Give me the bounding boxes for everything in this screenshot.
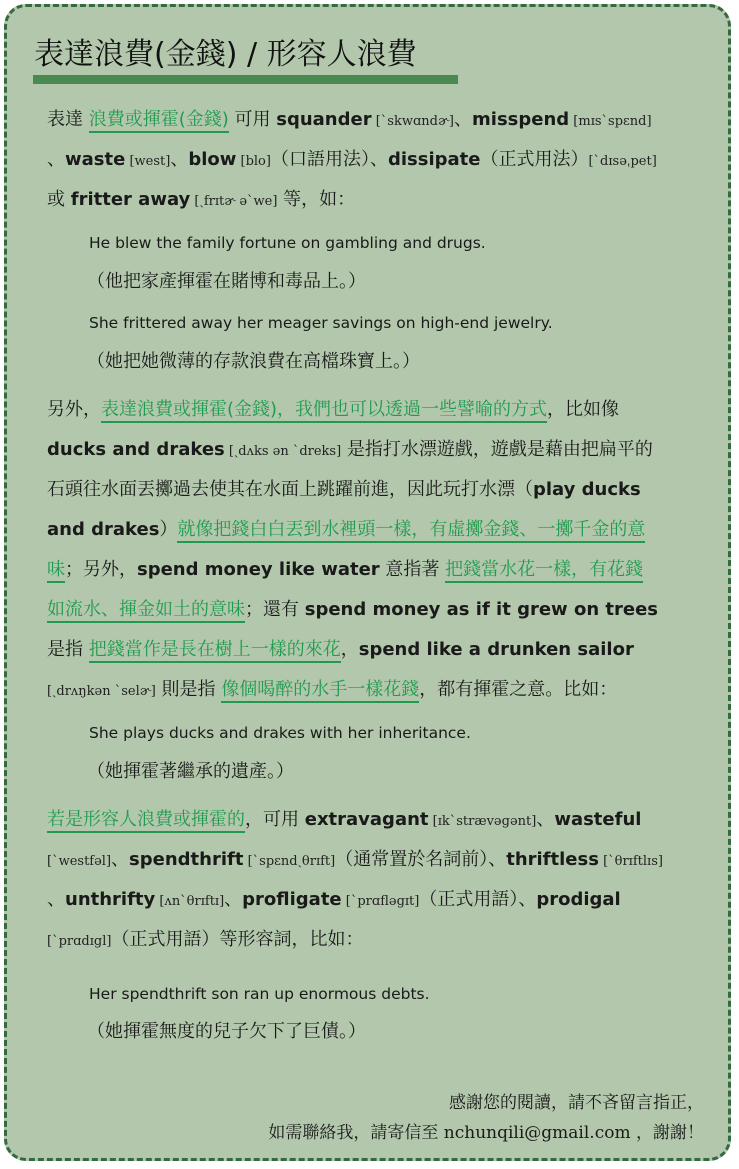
- para1-line3: [47, 187, 355, 215]
- text: 可用: [228, 109, 277, 130]
- text: 等，如：: [277, 189, 356, 210]
- text: （通常置於名詞前）、: [335, 849, 507, 870]
- para2-line4: [47, 517, 645, 543]
- phonetic: [ˋdɪsəˌpet]: [588, 154, 657, 169]
- title-underline-bar: [33, 75, 458, 84]
- term-ducks-and-drakes: ducks and drakes: [47, 439, 225, 460]
- example-translation: （他把家產揮霍在賭博和毒品上。）: [87, 271, 366, 292]
- text: （正式用語）、: [419, 889, 537, 910]
- term-waste: waste: [65, 149, 126, 170]
- example-sentence: He blew the family fortune on gambling and drugs.: [89, 234, 486, 252]
- phonetic: [blo]: [236, 154, 271, 169]
- page-title: 表達浪費(金錢) / 形容人浪費: [34, 37, 417, 72]
- text: ）: [159, 519, 178, 540]
- text: ，比如像: [547, 399, 620, 420]
- term-wasteful: wasteful: [554, 809, 642, 830]
- text: （正式用法）: [480, 149, 589, 170]
- highlight-phrase: 就像把錢白白丟到水裡頭一樣，有虛擲金錢、一擲千金的意: [177, 519, 645, 543]
- text: 、: [111, 849, 130, 870]
- text: 、: [47, 149, 65, 170]
- phonetic: [ˋspɛndˏθrɪft]: [243, 854, 336, 869]
- phonetic: [ˏdʌks ən ˋdreks]: [224, 444, 342, 459]
- para2-line8: [47, 677, 617, 705]
- para3-line1: [47, 807, 641, 835]
- phonetic: [ˋprɑflәgɪt]: [341, 894, 420, 909]
- term-and-drakes: and drakes: [47, 519, 160, 540]
- text: 石頭往水面丟擲過去使其在水面上跳躍前進，因此玩打水漂（: [47, 479, 533, 500]
- text: 是指: [47, 639, 89, 660]
- para2-line1: [47, 397, 619, 423]
- text: 是指打水漂遊戲，遊戲是藉由把扁平的: [341, 439, 653, 460]
- term-fritter-away: fritter away: [70, 189, 191, 210]
- para3-line2: [47, 847, 663, 875]
- para3-line3: [47, 887, 621, 915]
- term-squander: squander: [276, 109, 372, 130]
- text: 另外，: [47, 399, 101, 420]
- para2-line6: [47, 597, 658, 623]
- text: 則是指: [155, 679, 222, 700]
- text: （正式用語）等形容詞，比如：: [111, 929, 364, 950]
- text: 、: [224, 889, 243, 910]
- footer-thanks: 感謝您的閱讀，請不吝留言指正，: [449, 1093, 704, 1113]
- article-card: [4, 4, 731, 1161]
- text: ，都有揮霍之意。比如：: [419, 679, 618, 700]
- term-unthrifty: unthrifty: [65, 889, 156, 910]
- term-misspend: misspend: [472, 109, 570, 130]
- para1-line2: [47, 147, 657, 175]
- term-spend-money-like-water: spend money like water: [137, 559, 380, 580]
- text: （口語用法）、: [270, 149, 388, 170]
- para1-line1: [47, 107, 652, 135]
- highlight-phrase: 若是形容人浪費或揮霍的: [47, 809, 245, 833]
- text: 、: [536, 809, 555, 830]
- phonetic: [ˋwestfəl]: [47, 854, 112, 869]
- phonetic: [ˏdrʌŋkən ˋselɚ]: [47, 684, 156, 699]
- text: ，: [340, 639, 359, 660]
- phonetic: [ˋθrɪftlɪs]: [598, 854, 663, 869]
- term-dissipate: dissipate: [387, 149, 481, 170]
- example-sentence: She plays ducks and drakes with her inheritance.: [89, 724, 471, 742]
- term-thriftless: thriftless: [506, 849, 599, 870]
- term-prodigal: prodigal: [536, 889, 621, 910]
- text: ，可用: [245, 809, 305, 830]
- text: 意指著: [379, 559, 446, 580]
- phonetic: [west]: [125, 154, 171, 169]
- example-translation: （她揮霍無度的兒子欠下了巨債。）: [87, 1021, 366, 1042]
- text: 或: [47, 189, 71, 210]
- term-play-ducks: play ducks: [533, 479, 641, 500]
- term-blow: blow: [188, 149, 237, 170]
- example-translation: （她把她微薄的存款浪費在高檔珠寶上。）: [87, 351, 420, 372]
- highlight-phrase: 表達浪費或揮霍(金錢)，我們也可以透過一些譬喻的方式: [101, 399, 547, 423]
- para2-line3: [47, 477, 641, 503]
- text: 表達: [47, 109, 89, 130]
- para2-line7: [47, 637, 634, 663]
- phonetic: [ɪkˋstrævəgənt]: [428, 814, 537, 829]
- highlight-phrase: 味: [47, 559, 65, 583]
- para3-line4: [47, 927, 363, 955]
- term-spendthrift: spendthrift: [129, 849, 244, 870]
- term-spend-like-a-drunken-sailor: spend like a drunken sailor: [358, 639, 634, 660]
- text: 、: [47, 889, 65, 910]
- text: ；另外，: [65, 559, 137, 580]
- phonetic: [ˋprɑdɪgl]: [47, 934, 112, 949]
- footer-contact: [268, 1121, 704, 1145]
- term-profligate: profligate: [242, 889, 342, 910]
- text: 、: [170, 149, 189, 170]
- highlight-phrase: 浪費或揮霍(金錢): [89, 109, 229, 133]
- highlight-phrase: 把錢當水花一樣，有花錢: [445, 559, 643, 583]
- text: ；還有: [245, 599, 305, 620]
- text: ，謝謝！: [630, 1123, 704, 1143]
- para2-line2: [47, 437, 653, 465]
- term-spend-money-as-if: spend money as if it grew on trees: [304, 599, 659, 620]
- phonetic: [mɪsˋspɛnd]: [569, 114, 652, 129]
- highlight-phrase: 如流水、揮金如土的意味: [47, 599, 245, 623]
- email-address[interactable]: nchunqili@gmail.com: [443, 1123, 631, 1143]
- example-translation: （她揮霍著繼承的遺產。）: [87, 761, 294, 782]
- text: 如需聯絡我，請寄信至: [268, 1123, 444, 1143]
- example-sentence: Her spendthrift son ran up enormous debts.: [89, 985, 430, 1003]
- highlight-phrase: 把錢當作是長在樹上一樣的來花: [89, 639, 341, 663]
- para2-line5: [47, 557, 643, 583]
- example-sentence: She frittered away her meager savings on high-end jewelry.: [89, 314, 553, 332]
- highlight-phrase: 像個喝醉的水手一樣花錢: [221, 679, 419, 703]
- term-extravagant: extravagant: [304, 809, 429, 830]
- phonetic: [ˋskwɑndɚ]: [371, 114, 455, 129]
- phonetic: [ˏfrɪtɚ əˋwe]: [190, 194, 278, 209]
- text: 、: [454, 109, 473, 130]
- phonetic: [ʌnˋθrɪftɪ]: [155, 894, 225, 909]
